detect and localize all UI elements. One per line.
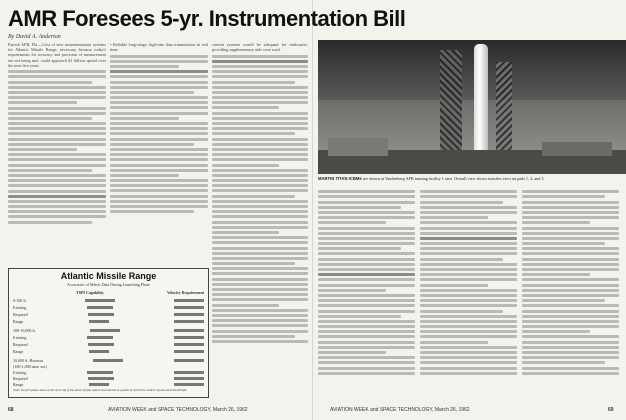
footer-left: AVIATION WEEK and SPACE TECHNOLOGY, March 26, 1962	[108, 407, 248, 413]
gantry-tower	[440, 50, 462, 160]
table-row: Existing	[13, 305, 204, 310]
text-column-2	[110, 42, 208, 264]
caption-title: MARTIN TITAN ICBMs	[318, 176, 362, 181]
text-column-1	[8, 42, 106, 264]
table-row: Existing	[13, 370, 204, 375]
page-gutter	[312, 0, 313, 420]
text-column-5	[420, 188, 517, 400]
gantry-tower	[496, 62, 512, 162]
table-col-2: Velocity Requirement	[167, 290, 204, 295]
table-row: Range	[13, 349, 204, 354]
table-row: Required	[13, 342, 204, 347]
headline: AMR Foresees 5-yr. Instrumentation Bill	[8, 6, 406, 31]
titan-missile	[474, 44, 488, 152]
table-note: Note: Launch phase starts at the zero end of the point of data aspect and extends to a point at which the vehicle reaches desired altitude.	[13, 388, 188, 392]
photo-caption	[318, 176, 622, 181]
caption-text: are shown at Vandenberg AFB training facility 1 area. Overall view shows missiles erect on pads 1, 2, and 3.	[362, 176, 545, 181]
table-header-row	[13, 290, 204, 295]
text-column-4	[318, 188, 415, 400]
table-row: 100-10,000 ft.	[13, 328, 204, 333]
table-title: Atlantic Missile Range	[60, 271, 157, 281]
column-2-lead: • Reliable long-range, high-rate data transmission in real time.	[110, 42, 208, 53]
table-row: 0-100 ft.	[13, 298, 204, 303]
table-row: Required	[13, 312, 204, 317]
text-column-3	[212, 42, 308, 396]
table-row: Range	[13, 382, 204, 387]
column-1-lead: Patrick AFB, Fla.—Cost of new instrumentation systems for Atlantic Missile Range, necessary because today's requirements for accuracy and precision of measurement are not being met, could approach $1 billion spread over the next five years.	[8, 42, 106, 68]
page-number-right: 69	[608, 407, 614, 413]
table-row: Range	[13, 319, 204, 324]
atlantic-missile-range-table	[8, 268, 209, 398]
table-row: (100-1,000 naut. mi.)	[13, 364, 48, 369]
table-row: 10,000 ft.-Burnout	[13, 358, 204, 363]
footer-right: AVIATION WEEK and SPACE TECHNOLOGY, March 26, 1962	[330, 407, 470, 413]
table-col-1: TSPI Capability	[76, 290, 104, 295]
titan-icbm-photo	[318, 40, 626, 174]
text-column-6	[522, 188, 619, 400]
table-row: Existing	[13, 335, 204, 340]
byline: By David A. Anderton	[8, 34, 61, 40]
table-subtitle: Accuracies of Metric Data During Launching Phase	[66, 282, 151, 287]
page-number-left: 68	[8, 407, 14, 413]
column-3-lead: current systems would be adequate for midcourse, providing supplementary aids were used.	[212, 42, 308, 53]
table-row: Required	[13, 376, 204, 381]
